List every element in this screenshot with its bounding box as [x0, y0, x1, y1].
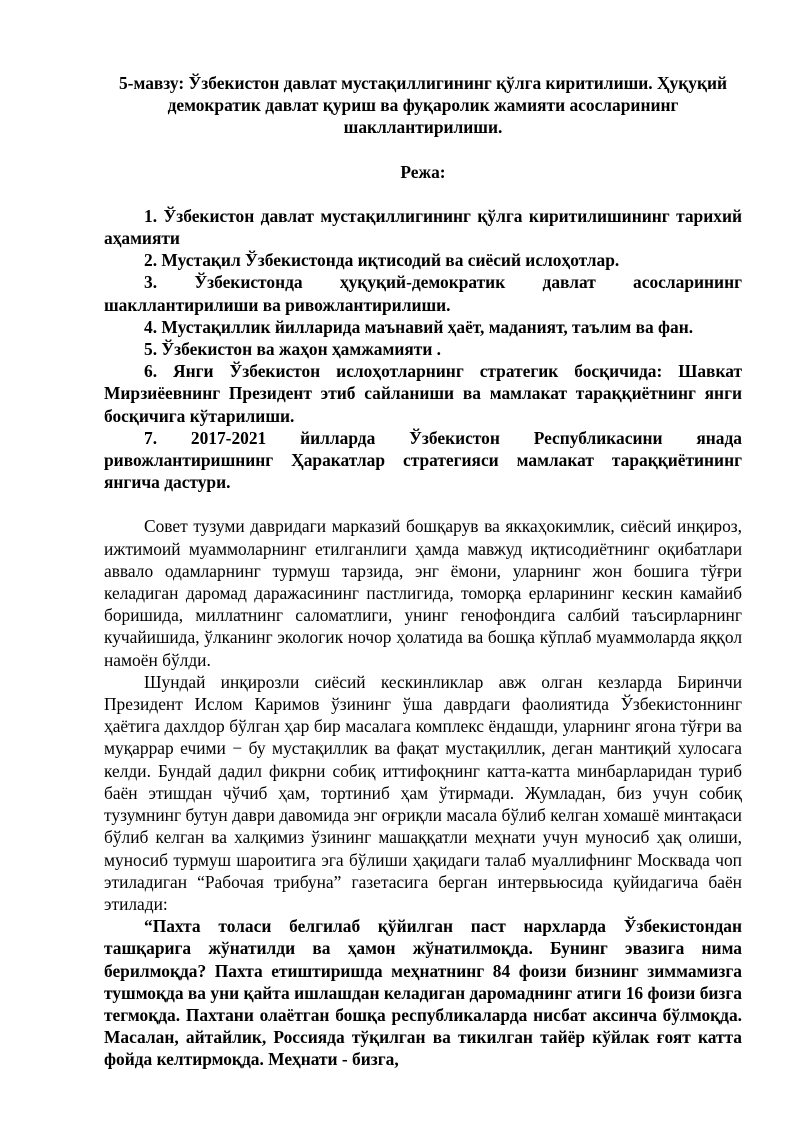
plan-item: 6. Янги Ўзбекистон ислоҳотларнинг стратегик босқичида: Шавкат Мирзиёевнинг Президент этиб сайланиши ва мамлакат тараққиётнинг янги босқичига кўтарилиши. — [104, 361, 742, 426]
body-paragraph: Шундай инқирозли сиёсий кескинликлар авж олган кезларда Биринчи Президент Ислом Каримов ўзининг ўша даврдаги фаолиятида Ўзбекистоннинг ҳаётига дахлдор бўлган ҳар бир масалага комплекс ёндашди, уларнинг ягона тўғри ва муқаррар ечими − бу мустақиллик ва фақат мустақиллик, деган мантиқий хулосага келди. Бундай дадил фикрни собиқ иттифоқнинг катта-катта минбарларидан туриб баён этишдан чўчиб ҳам, тортиниб ҳам ўтирмади. Жумладан, биз учун собиқ тузумнинг бутун даври давомида энг оғриқли масала бўлиб келган хомашё минтақаси бўлиб келган ва халқимиз ўзининг машаққатли меҳнати учун муносиб ҳақ олиши, муносиб турмуш шароитига эга бўлиши ҳақидаги талаб муаллифнинг Москвада чоп этиладиган “Рабочая трибуна” газетасига берган интервьюсида қуйидагича баён этилади: — [104, 671, 742, 914]
plan-list — [104, 205, 742, 494]
plan-item: 2. Мустақил Ўзбекистонда иқтисодий ва сиёсий ислоҳотлар. — [144, 250, 620, 271]
plan-item: 5. Ўзбекистон ва жаҳон ҳамжамияти . — [144, 339, 442, 360]
document-page — [104, 72, 742, 1071]
quote-paragraph: “Пахта толаси белгилаб қўйилган паст нархларда Ўзбекистондан ташқарига жўнатилди ва ҳамон жўнатилмоқда. Бунинг эвазига нима берилмоқда? Пахта етиштиришда меҳнатнинг 84 фоизи бизнинг зиммамизга тушмоқда ва уни қайта ишлашдан келадиган даромаднинг атиги 16 фоизи бизга тегмоқда. Пахтани олаётган бошқа республикаларда нисбат аксинча бўлмоқда. Масалан, айтайлик, Россияда тўқилган ва тикилган тайёр кўйлак ғоят катта фойда келтирмоқда. Меҳнати - бизга, — [104, 916, 742, 1070]
plan-item: 1. Ўзбекистон давлат мустақиллигининг қўлга киритилишининг тарихий аҳамияти — [104, 205, 742, 249]
body-paragraph: Совет тузуми давридаги марказий бошқарув ва яккаҳокимлик, сиёсий инқироз, ижтимоий муаммоларнинг етилганлиги ҳамда мавжуд иқтисодиётнинг оқибатлари аввало одамларнинг турмуш тарзида, энг ёмони, уларнинг жон бошига тўғри келадиган даромад даражасининг пастлигида, томорқа ерларининг кескин камайиб боришида, миллатнинг саломатлиги, унинг генофондига салбий таъсирларнинг кучайишида, ўлканинг экологик ночор ҳолатида ва бошқа кўплаб муаммоларда яққол намоён бўлди. — [104, 516, 742, 670]
plan-item: 4. Мустақиллик йилларида маънавий ҳаёт, маданият, таълим ва фан. — [144, 316, 694, 337]
plan-heading: Режа: — [400, 161, 446, 182]
plan-item: 3. Ўзбекистонда ҳуқуқий-демократик давлат асосларининг шакллантирилиши ва ривожлантирилиши. — [104, 272, 742, 315]
document-title: 5-мавзу: Ўзбекистон давлат мустақиллигининг қўлга киритилиши. Ҳуқуқий демократик давлат қуриш ва фуқаролик жамияти асосларининг шакллантирилиши. — [118, 73, 728, 138]
body-text — [104, 515, 742, 1070]
plan-item: 7. 2017-2021 йилларда Ўзбекистон Республикасини янада ривожлантиришнинг Ҳаракатлар стратегияси мамлакат тараққиётининг янгича дастури. — [104, 427, 742, 493]
